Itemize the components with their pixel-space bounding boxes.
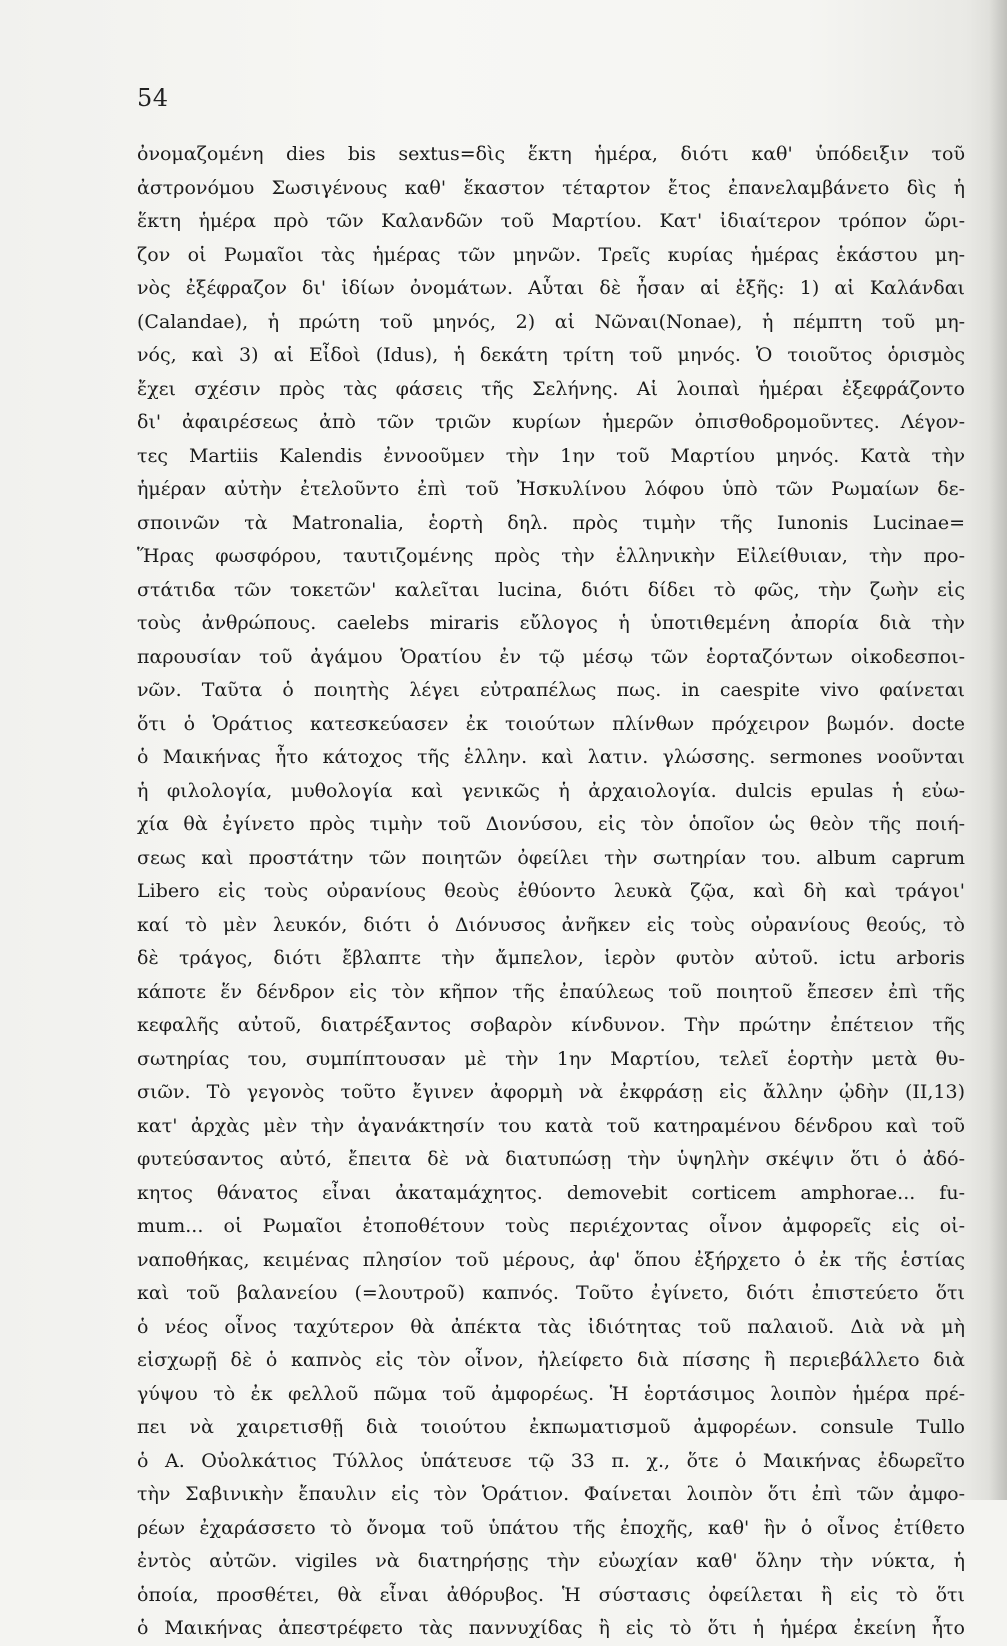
text-line: ζον οἱ Ρωμαῖοι τὰς ἡμέρας τῶν μηνῶν. Τρεῖς κυρίας ἡμέρας ἑκάστου μη- bbox=[137, 243, 965, 266]
text-line: νός, καὶ 3) αἱ Εἶδοὶ (Idus), ἡ δεκάτη τρίτη τοῦ μηνός. Ὁ τοιοῦτος ὁρισμὸς bbox=[137, 344, 965, 366]
text-line: ὀνομαζομένη dies bis sextus=δὶς ἕκτη ἡμέρα, διότι καθ' ὑπόδειξιν τοῦ bbox=[137, 143, 965, 165]
text-line: ἡμέραν αὐτὴν ἐτελοῦντο ἐπὶ τοῦ Ἠσκυλίνου λόφου ὑπὸ τῶν Ρωμαίων δε- bbox=[137, 478, 965, 500]
text-line: γύψου τὸ ἐκ φελλοῦ πῶμα τοῦ ἀμφορέως. Ἡ ἑορτάσιμος λοιπὸν ἡμέρα πρέ- bbox=[137, 1382, 965, 1405]
text-line: τες Martiis Kalendis ἐννοοῦμεν τὴν 1ην τοῦ Μαρτίου μηνός. Κατὰ τὴν bbox=[137, 444, 965, 467]
text-line: (Calandae), ἡ πρώτη τοῦ μηνός, 2) αἱ Νῶναι(Nonae), ἡ πέμπτη τοῦ μη- bbox=[137, 310, 965, 333]
text-line: τὴν Σαβινικὴν ἔπαυλιν εἰς τὸν Ὁράτιον. Φαίνεται λοιπὸν ὅτι ἐπὶ τῶν ἀμφο- bbox=[137, 1483, 965, 1505]
text-line: φυτεύσαντος αὐτό, ἔπειτα δὲ νὰ διατυπώσῃ τὴν ὑψηλὴν σκέψιν ὅτι ὁ ἀδό- bbox=[137, 1148, 965, 1170]
page-edge-shadow bbox=[989, 0, 1007, 1500]
text-line: νῶν. Ταῦτα ὁ ποιητὴς λέγει εὐτραπέλως πως. in caespite vivo φαίνεται bbox=[137, 679, 965, 701]
text-line: δι' ἀφαιρέσεως ἀπὸ τῶν τριῶν κυρίων ἡμερῶν ὀπισθοδρομοῦντες. Λέγον- bbox=[137, 411, 965, 433]
text-line: ὅτι ὁ Ὁράτιος κατεσκεύασεν ἐκ τοιούτων πλίνθων πρόχειρον βωμόν. docte bbox=[137, 712, 965, 735]
text-line: κητος θάνατος εἶναι ἀκαταμάχητος. demovebit corticem amphorae... fu- bbox=[137, 1181, 965, 1204]
text-line: ἀστρονόμου Σωσιγένους καθ' ἕκαστον τέταρτον ἔτος ἐπανελαμβάνετο δὶς ἡ bbox=[137, 176, 965, 199]
text-line: ρέων ἐχαράσσετο τὸ ὄνομα τοῦ ὑπάτου τῆς ἐποχῆς, καθ' ἣν ὁ οἶνος ἐτίθετο bbox=[137, 1516, 965, 1539]
text-line: σιῶν. Τὸ γεγονὸς τοῦτο ἔγινεν ἀφορμὴ νὰ ἐκφράσῃ εἰς ἄλλην ᾠδὴν (ΙΙ,13) bbox=[137, 1081, 965, 1103]
text-line: στάτιδα τῶν τοκετῶν' καλεῖται lucina, διότι δίδει τὸ φῶς, τὴν ζωὴν εἰς bbox=[137, 578, 965, 601]
text-line: Ἥρας φωσφόρου, ταυτιζομένης πρὸς τὴν ἑλληνικὴν Εἰλείθυιαν, τὴν προ- bbox=[137, 545, 965, 567]
text-line: τοὺς ἀνθρώπους. caelebs miraris εὔλογος ἡ ὑποτιθεμένη ἀπορία διὰ τὴν bbox=[137, 612, 965, 634]
text-line: ἔχει σχέσιν πρὸς τὰς φάσεις τῆς Σελήνης. Αἱ λοιπαὶ ἡμέραι ἐξεφράζοντο bbox=[137, 377, 965, 400]
text-line: ἐντὸς αὐτῶν. vigiles νὰ διατηρήσῃς τὴν εὐωχίαν καθ' ὅλην τὴν νύκτα, ἡ bbox=[137, 1550, 965, 1572]
text-line: ὁ Μαικήνας ἀπεστρέφετο τὰς παννυχίδας ἢ εἰς τὸ ὅτι ἡ ἡμέρα ἐκείνη ἦτο bbox=[137, 1617, 965, 1639]
text-line: εἰσχωρῇ δὲ ὁ καπνὸς εἰς τὸν οἶνον, ἠλείφετο διὰ πίσσης ἢ περιεβάλλετο διὰ bbox=[137, 1349, 965, 1371]
body-text bbox=[137, 138, 965, 1646]
text-line: ὁ Μαικήνας ἦτο κάτοχος τῆς ἑλλην. καὶ λατιν. γλώσσης. sermones νοοῦνται bbox=[137, 746, 965, 768]
text-line: ὁ νέος οἶνος ταχύτερον θὰ ἀπέκτα τὰς ἰδιότητας τοῦ παλαιοῦ. Διὰ νὰ μὴ bbox=[137, 1315, 965, 1338]
text-line: δὲ τράγος, διότι ἔβλαπτε τὴν ἄμπελον, ἱερὸν φυτὸν αὐτοῦ. ictu arboris bbox=[137, 947, 965, 969]
text-line: ὁποία, προσθέτει, θὰ εἶναι ἀθόρυβος. Ἡ σύστασις ὀφείλεται ἢ εἰς τὸ ὅτι bbox=[137, 1583, 965, 1606]
text-line: κάποτε ἕν δένδρον εἰς τὸν κῆπον τῆς ἐπαύλεως τοῦ ποιητοῦ ἔπεσεν ἐπὶ τῆς bbox=[137, 980, 965, 1003]
text-line: παρουσίαν τοῦ ἀγάμου Ὁρατίου ἐν τῷ μέσῳ τῶν ἑορταζόντων οἰκοδεσποι- bbox=[137, 645, 965, 668]
text-line: ἡ φιλολογία, μυθολογία καὶ γενικῶς ἡ ἀρχαιολογία. dulcis epulas ἡ εὐω- bbox=[137, 779, 965, 802]
text-line: κεφαλῆς αὐτοῦ, διατρέξαντος σοβαρὸν κίνδυνον. Τὴν πρώτην ἐπέτειον τῆς bbox=[137, 1014, 965, 1036]
text-line: ὁ Α. Οὐολκάτιος Τύλλος ὑπάτευσε τῷ 33 π. χ., ὅτε ὁ Μαικήνας ἐδωρεῖτο bbox=[137, 1449, 965, 1472]
text-line: ναποθήκας, κειμένας πλησίον τοῦ μέρους, ἀφ' ὅπου ἐξήρχετο ὁ ἐκ τῆς ἑστίας bbox=[137, 1248, 965, 1271]
text-line: σεως καὶ προστάτην τῶν ποιητῶν ὀφείλει τὴν σωτηρίαν του. album caprum bbox=[137, 846, 965, 869]
text-line: καί τὸ μὲν λευκόν, διότι ὁ Διόνυσος ἀνῆκεν εἰς τοὺς οὐρανίους θεούς, τὸ bbox=[137, 913, 965, 936]
text-line: σποινῶν τὰ Matronalia, ἑορτὴ δηλ. πρὸς τιμὴν τῆς Iunonis Lucinae= bbox=[137, 511, 965, 534]
text-line: σωτηρίας του, συμπίπτουσαν μὲ τὴν 1ην Μαρτίου, τελεῖ ἑορτὴν μετὰ θυ- bbox=[137, 1047, 965, 1070]
text-line: πει νὰ χαιρετισθῇ διὰ τοιούτου ἐκπωματισμοῦ ἀμφορέων. consule Tullo bbox=[137, 1416, 965, 1438]
text-line: νὸς ἐξέφραζον δι' ἰδίων ὀνομάτων. Αὗται δὲ ἦσαν αἱ ἑξῆς: 1) αἱ Καλάνδαι bbox=[137, 277, 965, 299]
text-line: κατ' ἀρχὰς μὲν τὴν ἀγανάκτησίν του κατὰ τοῦ κατηραμένου δένδρου καὶ τοῦ bbox=[137, 1114, 965, 1137]
text-line: καὶ τοῦ βαλανείου (=λουτροῦ) καπνός. Τοῦτο ἐγίνετο, διότι ἐπιστεύετο ὅτι bbox=[137, 1282, 965, 1304]
text-line: Libero εἰς τοὺς οὐρανίους θεοὺς ἐθύοντο λευκὰ ζῷα, καὶ δὴ καὶ τράγοι' bbox=[137, 880, 965, 902]
text-line: mum... οἱ Ρωμαῖοι ἐτοποθέτουν τοὺς περιέχοντας οἶνον ἀμφορεῖς εἰς οἰ- bbox=[137, 1215, 965, 1237]
text-line: χία θὰ ἐγίνετο πρὸς τιμὴν τοῦ Διονύσου, εἰς τὸν ὁποῖον ὡς θεὸν τῆς ποιή- bbox=[137, 813, 965, 835]
text-line: ἕκτη ἡμέρα πρὸ τῶν Καλανδῶν τοῦ Μαρτίου. Κατ' ἰδιαίτερον τρόπον ὥρι- bbox=[137, 210, 965, 232]
page-number: 54 bbox=[137, 84, 169, 112]
